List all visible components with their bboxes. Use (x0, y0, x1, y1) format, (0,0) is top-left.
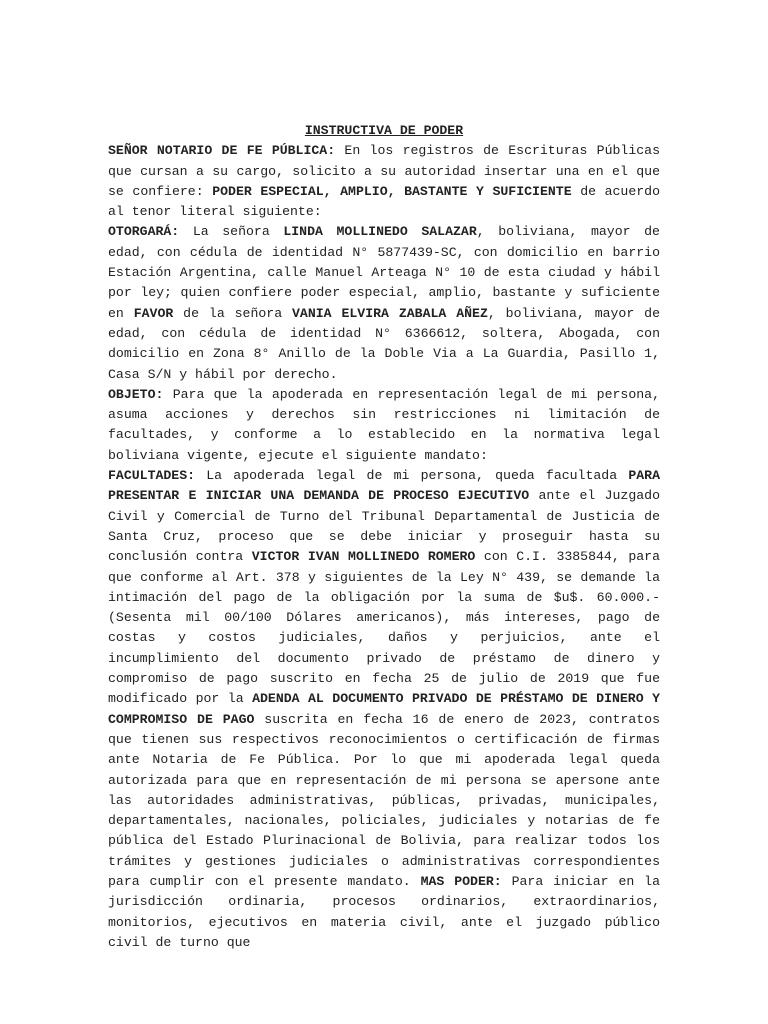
bold-text-segment: PODER ESPECIAL, AMPLIO, BASTANTE Y SUFICIENTE (212, 183, 572, 199)
bold-text-segment: SEÑOR NOTARIO DE FE PÚBLICA: (108, 143, 336, 159)
bold-text-segment: OTORGARÁ: (108, 224, 180, 240)
text-segment: ante el Juzgado Civil y Comercial de Turno del Tribunal Departamental de Justicia de Santa Cruz, proceso que se debe iniciar y proseguir hasta su conclusión contra (108, 488, 660, 565)
text-segment: La señora (179, 224, 284, 240)
text-segment: , boliviana, mayor de edad, con cédula de identidad N° 5877439-SC, con domicilio en barrio Estación Argentina, calle Manuel Arteaga N° 10 de esta ciudad y hábil por ley; quien confiere poder especial, amplio, bastante y suficiente en (108, 224, 660, 321)
paragraph-container (108, 141, 660, 953)
text-segment: La apoderada legal de mi persona, queda facultada (195, 468, 629, 484)
text-segment: de la señora (173, 305, 292, 321)
text-segment: de acuerdo al tenor literal siguiente: (108, 183, 660, 220)
document-paragraph (108, 466, 660, 953)
bold-text-segment: FACULTADES: (108, 468, 196, 484)
text-segment: Para iniciar en la jurisdicción ordinaria, procesos ordinarios, extraordinarios, monitorios, ejecutivos en materia civil, ante el juzgado público civil de turno que (108, 873, 660, 950)
bold-text-segment: PARA PRESENTAR E INICIAR UNA DEMANDA DE PROCESO EJECUTIVO (108, 468, 660, 504)
bold-text-segment: FAVOR (133, 305, 174, 321)
bold-text-segment: VANIA ELVIRA ZABALA AÑEZ (292, 305, 488, 321)
document-paragraph (108, 385, 660, 466)
document-paragraph (108, 222, 660, 384)
document-paragraph (108, 141, 660, 222)
document-title: INSTRUCTIVA DE PODER (304, 123, 464, 138)
text-segment: suscrita en fecha 16 de enero de 2023, contratos que tienen sus respectivos reconocimientos o certificación de firmas ante Notaria de Fe Pública. Por lo que mi apoderada legal queda autorizada para que en representación de mi persona se apersone ante las autoridades administrativas, públicas, privadas, municipales, departamentales, nacionales, policiales, judiciales y notarias de fe pública del Estado Plurinacional de Bolivia, para realizar todos los trámites y gestiones judiciales o administrativas correspondientes para cumplir con el presente mandato. (108, 711, 660, 889)
text-segment: con C.I. 3385844, para que conforme al Art. 378 y siguientes de la Ley N° 439, se demande la intimación del pago de la obligación por la suma de $u$. 60.000.- (Sesenta mil 00/100 Dólares americanos), más intereses, pago de costas y costos judiciales, daños y perjuicios, ante el incumplimiento del documento privado de préstamo de dinero y compromiso de pago suscrito en fecha 25 de julio de 2019 que fue modificado por la (108, 549, 660, 707)
bold-text-segment: ADENDA AL DOCUMENTO PRIVADO DE PRÉSTAMO DE DINERO Y COMPROMISO DE PAGO (108, 691, 660, 727)
text-segment: Para que la apoderada en representación legal de mi persona, asuma acciones y derechos sin restricciones ni limitación de facultades, y conforme a lo establecido en la normativa legal boliviana vigente, ejecute el siguiente mandato: (108, 386, 660, 463)
document-body (108, 121, 660, 953)
bold-text-segment: OBJETO: (108, 386, 164, 402)
text-segment: En los registros de Escrituras Públicas que cursan a su cargo, solicito a su autoridad insertar una en el que se confiere: (108, 143, 660, 199)
bold-text-segment: MAS PODER: (420, 873, 502, 889)
bold-text-segment: VICTOR IVAN MOLLINEDO ROMERO (251, 549, 476, 565)
text-segment: , boliviana, mayor de edad, con cédula de identidad N° 6366612, soltera, Abogada, con domicilio en Zona 8° Anillo de la Doble Via a La Guardia, Pasillo 1, Casa S/N y hábil por derecho. (108, 305, 660, 382)
bold-text-segment: LINDA MOLLINEDO SALAZAR (283, 224, 477, 240)
